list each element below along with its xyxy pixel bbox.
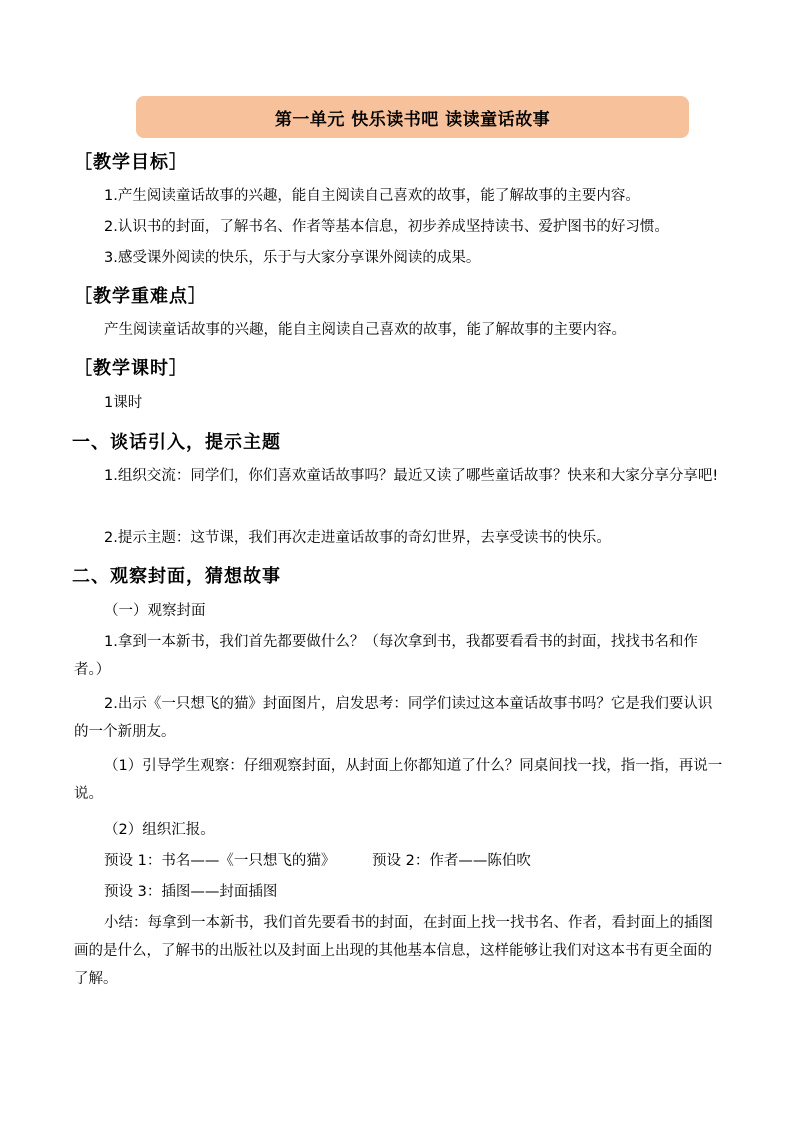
- part1-paragraph-2: 2.提示主题：这节课，我们再次走进童话故事的奇幻世界，去享受读书的快乐。: [104, 530, 611, 546]
- goal-2: 2.认识书的封面，了解书名、作者等基本信息，初步养成坚持读书、爱护图书的好习惯。: [104, 219, 669, 235]
- part2-paragraph-3: （1）引导学生观察：仔细观察封面，从封面上你都知道了什么？同桌间找一找，指一指，再说一说。: [74, 758, 723, 802]
- part2-subheading: （一）观察封面: [104, 603, 206, 619]
- preset-2: 预设 2：作者——陈伯吹: [372, 853, 531, 869]
- key-points-text: 产生阅读童话故事的兴趣，能自主阅读自己喜欢的故事，能了解故事的主要内容。: [104, 322, 626, 338]
- hours-heading: ［教学课时］: [74, 358, 188, 379]
- hours-text: 1课时: [104, 395, 143, 411]
- unit-title: 第一单元 快乐读书吧 读读童话故事: [274, 109, 551, 130]
- goal-3: 3.感受课外阅读的快乐，乐于与大家分享课外阅读的成果。: [104, 250, 481, 266]
- preset-1: 预设 1：书名——《一只想飞的猫》: [104, 853, 336, 869]
- part2-paragraph-2: 2.出示《一只想飞的猫》封面图片，启发思考：同学们读过这本童话故事书吗？它是我们要认识的一个新朋友。: [74, 696, 713, 740]
- unit-title-banner: [136, 96, 689, 138]
- part2-paragraph-4: （2）组织汇报。: [104, 822, 215, 838]
- key-points-heading: ［教学重难点］: [74, 286, 207, 307]
- goal-1: 1.产生阅读童话故事的兴趣，能自主阅读自己喜欢的故事，能了解故事的主要内容。: [104, 188, 640, 204]
- preset-3: 预设 3：插图——封面插图: [104, 884, 278, 900]
- summary-paragraph: 小结：每拿到一本新书，我们首先要看书的封面，在封面上找一找书名、作者，看封面上的插图画的是什么，了解书的出版社以及封面上出现的其他基本信息，这样能够让我们对这本书有更全面的了解。: [74, 915, 713, 987]
- part2-paragraph-1: 1.拿到一本新书，我们首先都要做什么？（每次拿到书，我都要看看书的封面，找找书名和作者。）: [74, 634, 698, 678]
- part1-paragraph-1: 1.组织交流：同学们，你们喜欢童话故事吗？最近又读了哪些童话故事？快来和大家分享分享吧!: [104, 468, 719, 484]
- part1-heading: 一、谈话引入，提示主题: [72, 432, 281, 453]
- part2-heading: 二、观察封面，猜想故事: [72, 566, 281, 587]
- goals-heading: ［教学目标］: [74, 152, 188, 173]
